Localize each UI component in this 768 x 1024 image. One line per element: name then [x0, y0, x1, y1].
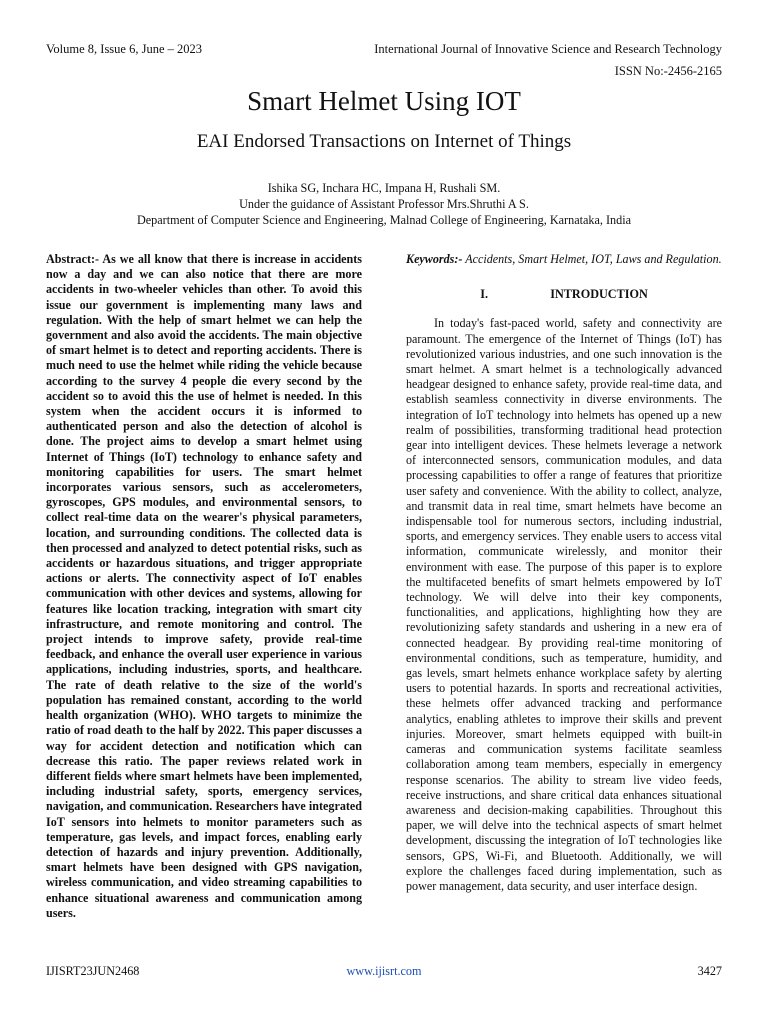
volume-info: Volume 8, Issue 6, June – 2023 [46, 42, 203, 56]
introduction-text: In today's fast-paced world, safety and connectivity are paramount. The emergence of the Internet of Things (IoT) has revolutionized various industries, and one such innovation is the smart helmet. A smart helmet is a technologically advanced headgear designed to enhance safety, provide real-time data, and establish seamless connectivity in diverse environments. The integration of IoT technology into helmets has opened up a new realm of possibilities, transforming traditional head protection gear into intelligent devices. These helmets leverage a network of interconnected sensors, communication modules, and data processing capabilities to offer a range of features that prioritize user safety and convenience. With the ability to collect, analyze, and transmit data in real time, smart helmets have become an indispensable tool for numerous sectors, including industrial, sports, and emergency services. They enable users to access vital information, communicate wirelessly, and monitor their environment with ease. The purpose of this paper is to explore the multifaceted benefits of smart helmets empowered by IoT technology. We will delve into their key components, functionalities, and applications, highlighting how they are revolutionizing safety standards and ushering in a new era of connected headgear. By providing real-time monitoring of environmental conditions, such as temperature, humidity, and gas levels, smart helmets enhance workplace safety by alerting users to potential hazards. In sports and recreational activities, these helmets offer advanced tracking and performance analytics, enabling athletes to improve their skills and prevent injuries. Moreover, smart helmets equipped with built-in cameras and communication systems facilitate seamless collaboration among team members, especially in emergency response scenarios. The ability to stream live video feeds, receive instructions, and share critical data enhances situational awareness and decision-making capabilities. Throughout this paper, we will delve into the technical aspects of smart helmet development, discussing the integration of IoT technologies like sensors, GPS, Wi-Fi, and Bluetooth. Additionally, we will explore the challenges faced during implementation, such as power management, data security, and user interface design. [406, 316, 722, 893]
page-number: 3427 [697, 964, 722, 978]
section-title: INTRODUCTION [550, 287, 648, 302]
paper-id: IJISRT23JUN2468 [46, 964, 140, 978]
paper-subtitle: EAI Endorsed Transactions on Internet of Things [196, 131, 572, 152]
issn-number: ISSN No:-2456-2165 [614, 64, 722, 78]
journal-name: International Journal of Innovative Science and Research Technology [374, 42, 722, 56]
abstract-column [46, 252, 362, 921]
section-heading [406, 287, 722, 302]
right-column [406, 252, 722, 894]
keywords [406, 252, 722, 267]
website-link[interactable]: www.ijisrt.com [346, 964, 422, 978]
paper-title: Smart Helmet Using IOT [247, 86, 521, 116]
abstract-text: Abstract:- As we all know that there is increase in accidents now a day and we can also notice that there are more accidents in two-wheeler vehicles than other. To avoid this issue our government is implementing many laws and regulation. With the help of smart helmet we can help the government and also avoid the accidents. The main objective of smart helmet is to detect and reporting accidents. There is much need to use the helmet while riding the vehicle because according to the survey 4 people die every second by the accident so to avoid this the use of helmet is needed. In this system when the accident occurs it is informed to authenticated person and also the detection of alcohol is done. The project aims to develop a smart helmet using Internet of Things (IoT) technology to enhance safety and monitoring capabilities for users. The smart helmet incorporates various sensors, such as accelerometers, gyroscopes, GPS modules, and environmental sensors, to collect real-time data on the wearer's physical parameters, location, and surrounding conditions. The collected data is then processed and analyzed to detect potential risks, such as accidents or hazardous situations, and trigger appropriate actions or alerts. The connectivity aspect of IoT enables communication with other devices and systems, allowing for features like location tracking, integration with smart city infrastructure, and remote monitoring and control. The project intends to improve safety, provide real-time feedback, and enhance the overall user experience in various applications, including industries, sports, and healthcare. The rate of death relative to the size of the world's population has remained constant, according to the world health organization (WHO). WHO targets to minimize the ratio of road death to the half by 2022. This paper discusses a way for accident detection and notification which can decrease this ratio. The paper reviews related work in different fields where smart helmets have been implemented, including industrial safety, sports, emergency services, navigation, and communication. Researchers have integrated IoT sensors into helmets to monitor parameters such as temperature, gas levels, and impact forces, enabling early detection of hazards and injury prevention. Additionally, smart helmets have been designed with GPS navigation, wireless communication, and video streaming capabilities to enhance situational awareness and communication among users. [46, 252, 362, 920]
author-names: Ishika SG, Inchara HC, Impana H, Rushali SM. [267, 181, 501, 195]
affiliation-line: Department of Computer Science and Engineering, Malnad College of Engineering, Karnataka, India [136, 213, 632, 227]
keywords-label: Keywords:- [406, 252, 463, 266]
keywords-text: Accidents, Smart Helmet, IOT, Laws and Regulation. [462, 252, 722, 266]
section-number: I. [480, 287, 489, 302]
author-block [0, 180, 768, 228]
guidance-line: Under the guidance of Assistant Professor Mrs.Shruthi A S. [239, 197, 529, 211]
